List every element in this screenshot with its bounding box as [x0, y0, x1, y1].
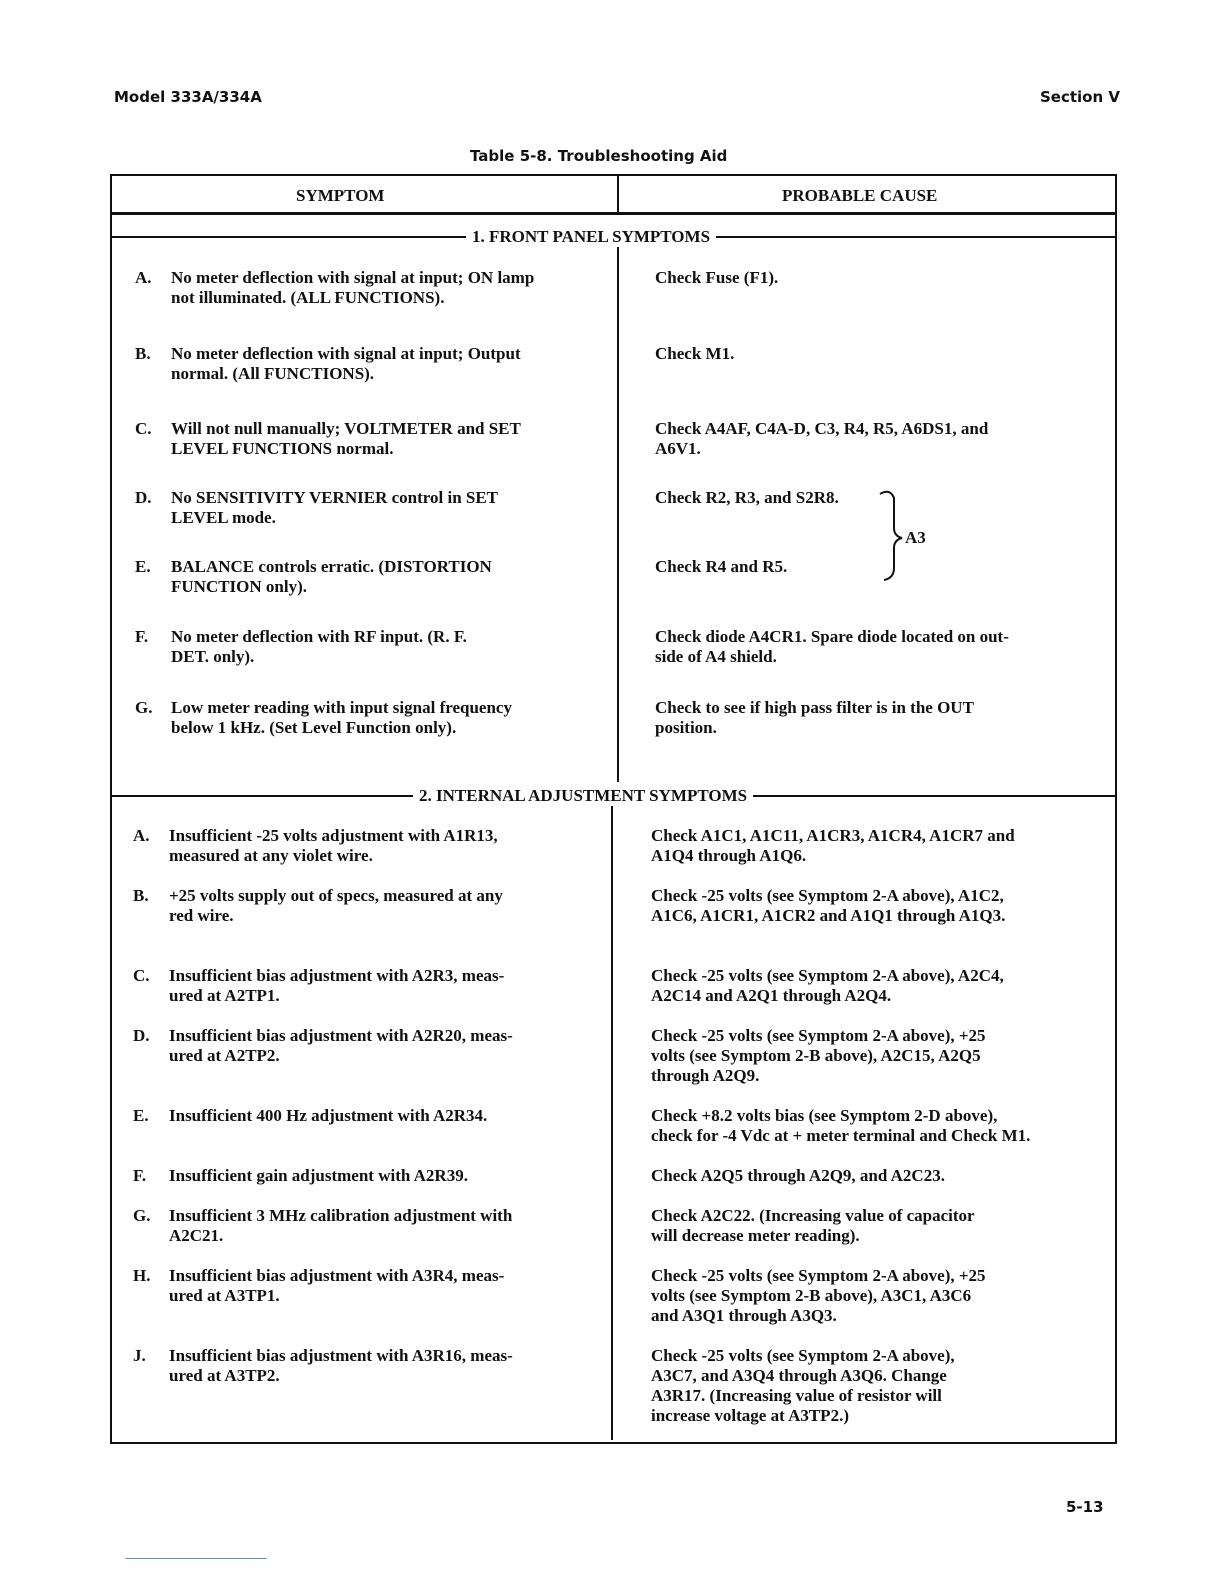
row-letter: F. — [133, 1166, 147, 1185]
symptom-text: Insufficient bias adjustment with A3R4, meas- ured at A3TP1. — [169, 1266, 505, 1305]
cause-text: Check -25 volts (see Symptom 2-A above), A2C4, A2C14 and A2Q1 through A2Q4. — [651, 966, 1004, 1005]
row-letter: B. — [133, 886, 149, 905]
symptom-text: BALANCE controls erratic. (DISTORTION FUNCTION only). — [171, 557, 492, 596]
cause-text: Check A1C1, A1C11, A1CR3, A1CR4, A1CR7 and A1Q4 through A1Q6. — [651, 826, 1015, 865]
row-letter: G. — [133, 1206, 151, 1225]
cause-text: Check -25 volts (see Symptom 2-A above), A1C2, A1C6, A1CR1, A1CR2 and A1Q1 through A1Q3. — [651, 886, 1006, 925]
symptom-text: No meter deflection with RF input. (R. F. DET. only). — [171, 627, 467, 666]
row-letter: B. — [135, 344, 151, 363]
cause-text: Check -25 volts (see Symptom 2-A above), +25 volts (see Symptom 2-B above), A3C1, A3C6 and A3Q1 through A3Q3. — [651, 1266, 986, 1325]
cause-text: Check Fuse (F1). — [655, 268, 779, 287]
cause-text: Check M1. — [655, 344, 735, 363]
symptom-text: +25 volts supply out of specs, measured at any red wire. — [169, 886, 503, 925]
section1-title: 1. FRONT PANEL SYMPTOMS — [466, 227, 716, 247]
row-letter: F. — [135, 627, 149, 646]
symptom-text: Insufficient bias adjustment with A3R16, meas- ured at A3TP2. — [169, 1346, 513, 1385]
footnote-rule — [125, 1558, 267, 1559]
symptom-column-header: SYMPTOM — [296, 186, 385, 205]
cause-text: Check A2Q5 through A2Q9, and A2C23. — [651, 1166, 945, 1185]
cause-text: Check +8.2 volts bias (see Symptom 2-D above), check for -4 Vdc at + meter terminal and Check M1. — [651, 1106, 1031, 1145]
header-rule — [110, 212, 1115, 215]
symptom-text: Insufficient bias adjustment with A2R3, meas- ured at A2TP1. — [169, 966, 505, 1005]
row-letter: G. — [135, 698, 153, 717]
model-header: Model 333A/334A — [114, 88, 262, 106]
symptom-text: No meter deflection with signal at input; ON lamp not illuminated. (ALL FUNCTIONS). — [171, 268, 535, 307]
symptom-text: Insufficient bias adjustment with A2R20, meas- ured at A2TP2. — [169, 1026, 513, 1065]
symptom-text: Insufficient 400 Hz adjustment with A2R34. — [169, 1106, 488, 1125]
row-letter: H. — [133, 1266, 151, 1285]
cause-text: Check -25 volts (see Symptom 2-A above), +25 volts (see Symptom 2-B above), A2C15, A2Q5 through A2Q9. — [651, 1026, 986, 1085]
row-letter: D. — [135, 488, 152, 507]
section-header: Section V — [1040, 88, 1120, 106]
symptom-text: No meter deflection with signal at input; Output normal. (All FUNCTIONS). — [171, 344, 521, 383]
row-letter: E. — [135, 557, 151, 576]
page-number: 5-13 — [1066, 1498, 1104, 1516]
column-divider — [611, 804, 613, 1440]
symptom-text: Will not null manually; VOLTMETER and SET LEVEL FUNCTIONS normal. — [171, 419, 521, 458]
symptom-text: Insufficient 3 MHz calibration adjustment with A2C21. — [169, 1206, 513, 1245]
cause-text: Check -25 volts (see Symptom 2-A above), A3C7, and A3Q4 through A3Q6. Change A3R17. (Increasing value of resistor will increase voltage at A3TP2.) — [651, 1346, 955, 1425]
row-letter: A. — [133, 826, 150, 845]
row-letter: E. — [133, 1106, 149, 1125]
table-title: Table 5-8. Troubleshooting Aid — [470, 147, 728, 165]
cause-text: Check A2C22. (Increasing value of capacitor will decrease meter reading). — [651, 1206, 975, 1245]
column-divider — [617, 176, 619, 214]
symptom-text: Insufficient gain adjustment with A2R39. — [169, 1166, 468, 1185]
symptom-text: No SENSITIVITY VERNIER control in SET LEVEL mode. — [171, 488, 499, 527]
column-divider — [617, 230, 619, 782]
row-letter: A. — [135, 268, 152, 287]
cause-text: Check A4AF, C4A-D, C3, R4, R5, A6DS1, and A6V1. — [655, 419, 989, 458]
symptom-text: Insufficient -25 volts adjustment with A1R13, measured at any violet wire. — [169, 826, 498, 865]
cause-text: Check R4 and R5. — [655, 557, 788, 576]
row-letter: C. — [135, 419, 152, 438]
row-letter: J. — [133, 1346, 146, 1365]
section2-title: 2. INTERNAL ADJUSTMENT SYMPTOMS — [413, 786, 753, 806]
bracket-label: A3 — [905, 528, 926, 547]
cause-text: Check diode A4CR1. Spare diode located on out- side of A4 shield. — [655, 627, 1009, 666]
symptom-text: Low meter reading with input signal frequency below 1 kHz. (Set Level Function only). — [171, 698, 512, 737]
cause-column-header: PROBABLE CAUSE — [782, 186, 938, 205]
cause-text: Check to see if high pass filter is in the OUT position. — [655, 698, 974, 737]
row-letter: C. — [133, 966, 150, 985]
cause-text: Check R2, R3, and S2R8. — [655, 488, 839, 507]
row-letter: D. — [133, 1026, 150, 1045]
